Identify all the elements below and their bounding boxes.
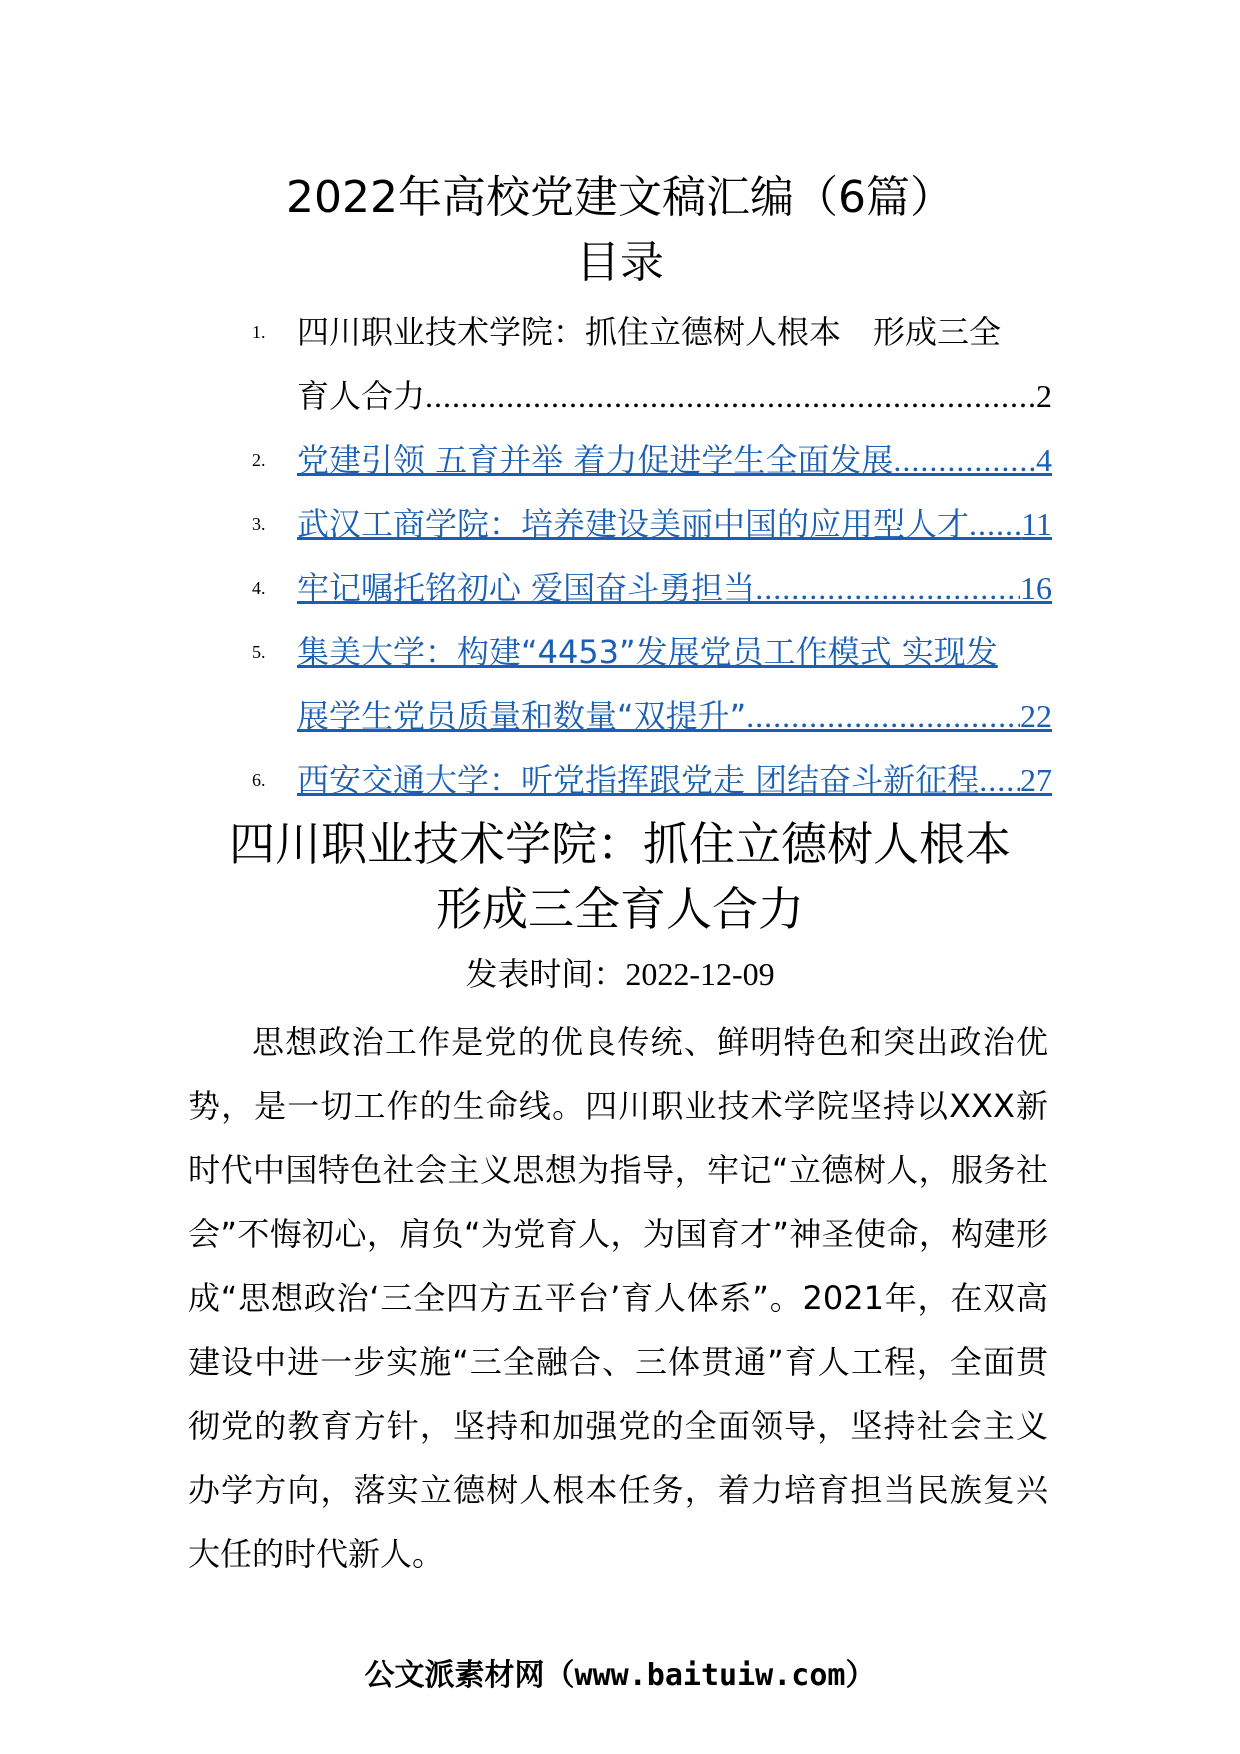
toc-item-number: 3. (252, 514, 266, 534)
article-paragraph: 思想政治工作是党的优良传统、鲜明特色和突出政治优势，是一切工作的生命线。四川职业技术学院坚持以XXX新时代中国特色社会主义思想为指导，牢记“立德树人，服务社会”不悔初心，肩负“为党育人，为国育才”神圣使命，构建形成“思想政治‘三全四方五平台’育人体系”。2021年，在双高建设中进一步实施“三全融合、三体贯通”育人工程，全面贯彻党的教育方针，坚持和加强党的全面领导，坚持社会主义办学方向，落实立德树人根本任务，着力培育担当民族复兴大任的时代新人。 (188, 1023, 1048, 1573)
toc-item-title[interactable]: 西安交通大学：听党指挥跟党走 团结奋斗新征程 (297, 761, 980, 799)
article-title-line-1: 四川职业技术学院：抓住立德树人根本 (229, 817, 1011, 871)
toc-leader-dots (979, 748, 1020, 812)
toc-item[interactable] (252, 748, 1052, 812)
toc-item-line[interactable] (297, 748, 1052, 812)
publish-date-value: 2022-12-09 (625, 956, 775, 992)
toc-item-line (297, 364, 1052, 428)
toc-item[interactable] (252, 556, 1052, 620)
toc-item-number: 1. (252, 322, 266, 342)
toc-leader-dots (755, 556, 1020, 620)
toc-item-number: 2. (252, 450, 266, 470)
article-title (0, 812, 1240, 942)
toc-item[interactable] (252, 428, 1052, 492)
toc-item[interactable] (252, 620, 1052, 748)
footer-site-url: （www.baituiw.com） (544, 1658, 876, 1693)
toc-leader-dots (969, 492, 1021, 556)
toc-item-title: 四川职业技术学院：抓住立德树人根本 形成三全 (297, 313, 1002, 351)
toc-leader-dots (893, 428, 1036, 492)
toc-item-line[interactable] (297, 684, 1052, 748)
publish-date (0, 952, 1240, 996)
toc-item-number: 6. (252, 770, 266, 790)
toc-item-title: 育人合力 (297, 377, 426, 415)
footer-site-name: 公文派素材网 (364, 1658, 545, 1693)
toc-item-number: 4. (252, 578, 266, 598)
toc-page-number: 2 (1036, 378, 1052, 414)
toc-page-number[interactable]: 11 (1021, 506, 1052, 542)
toc-leader-dots (746, 684, 1020, 748)
toc-item-line[interactable] (297, 492, 1052, 556)
toc-item-title[interactable]: 牢记嘱托铭初心 爱国奋斗勇担当 (297, 569, 756, 607)
toc-item[interactable] (252, 492, 1052, 556)
table-of-contents (252, 300, 1052, 812)
publish-date-label: 发表时间： (465, 955, 626, 993)
toc-item-title[interactable]: 武汉工商学院：培养建设美丽中国的应用型人才 (297, 505, 970, 543)
toc-item-line[interactable] (297, 556, 1052, 620)
toc-item-title[interactable]: 展学生党员质量和数量“双提升” (297, 697, 747, 735)
toc-heading: 目录 (576, 237, 664, 288)
article-title-line-2: 形成三全育人合力 (436, 882, 804, 936)
toc-page-number[interactable]: 16 (1020, 570, 1052, 606)
toc-item-title[interactable]: 集美大学：构建“4453”发展党员工作模式 实现发 (297, 633, 998, 671)
toc-item (252, 300, 1052, 428)
toc-item-line[interactable] (297, 428, 1052, 492)
toc-item-title[interactable]: 党建引领 五育并举 着力促进学生全面发展 (297, 441, 894, 479)
document-title: 2022年高校党建文稿汇编（6篇） (286, 172, 954, 223)
toc-page-number[interactable]: 22 (1020, 698, 1052, 734)
toc-item-line[interactable] (297, 620, 1052, 684)
toc-leader-dots (425, 364, 1036, 428)
footer-watermark (0, 1656, 1240, 1696)
toc-page-number[interactable]: 27 (1020, 762, 1052, 798)
toc-page-number[interactable]: 4 (1036, 442, 1052, 478)
toc-item-line (297, 300, 1052, 364)
toc-item-number: 5. (252, 642, 266, 662)
